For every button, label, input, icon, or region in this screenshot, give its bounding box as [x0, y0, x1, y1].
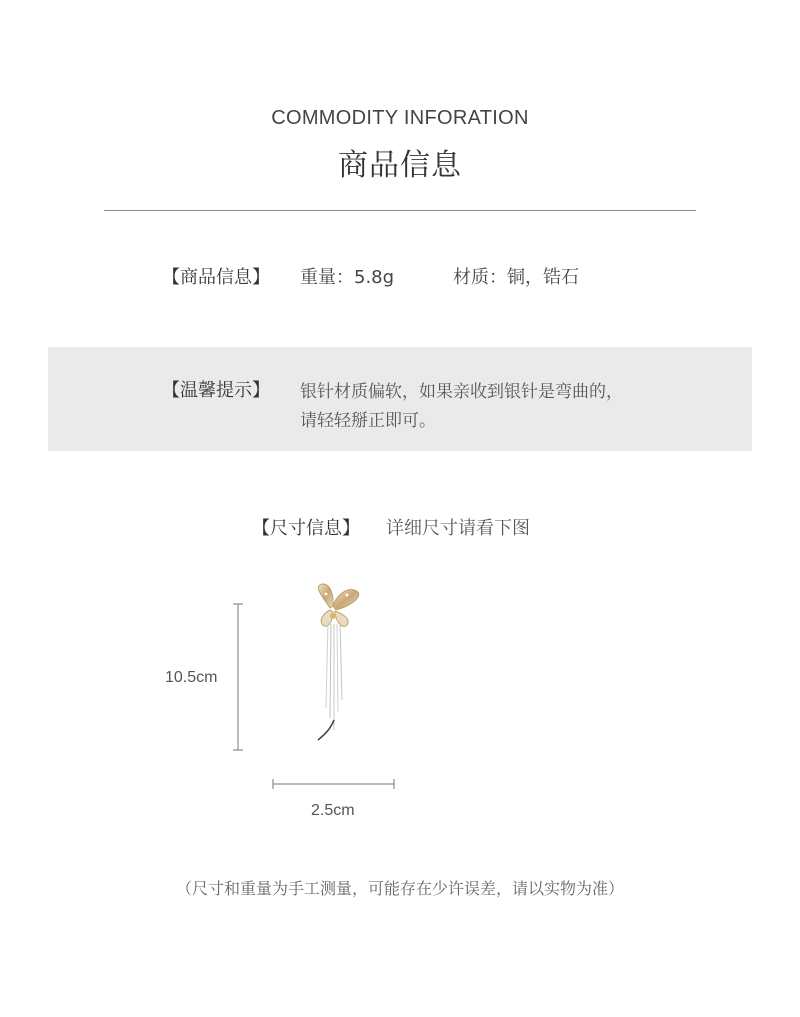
- notice-line-2: 请轻轻掰正即可。: [300, 411, 436, 431]
- english-title: COMMODITY INFORATION: [271, 107, 529, 129]
- weight-value: 重量：5.8g: [300, 267, 395, 288]
- height-dimension-line: [230, 600, 246, 756]
- size-info-text: 详细尺寸请看下图: [386, 518, 530, 539]
- butterfly-hairpin-image: [300, 580, 375, 745]
- width-dimension-line: [268, 775, 400, 793]
- measurement-footnote: （尺寸和重量为手工测量，可能存在少许误差，请以实物为准）: [175, 879, 624, 898]
- product-info-label: 【商品信息】: [162, 267, 270, 288]
- material-value: 材质：铜，锆石: [453, 267, 579, 288]
- notice-line-1: 银针材质偏软，如果亲收到银针是弯曲的，: [300, 382, 623, 402]
- size-info-label: 【尺寸信息】: [252, 518, 360, 539]
- height-label: 10.5cm: [165, 669, 218, 686]
- chinese-title: 商品信息: [338, 148, 462, 183]
- divider: [104, 210, 696, 211]
- width-label: 2.5cm: [311, 802, 355, 819]
- notice-label: 【温馨提示】: [162, 380, 270, 401]
